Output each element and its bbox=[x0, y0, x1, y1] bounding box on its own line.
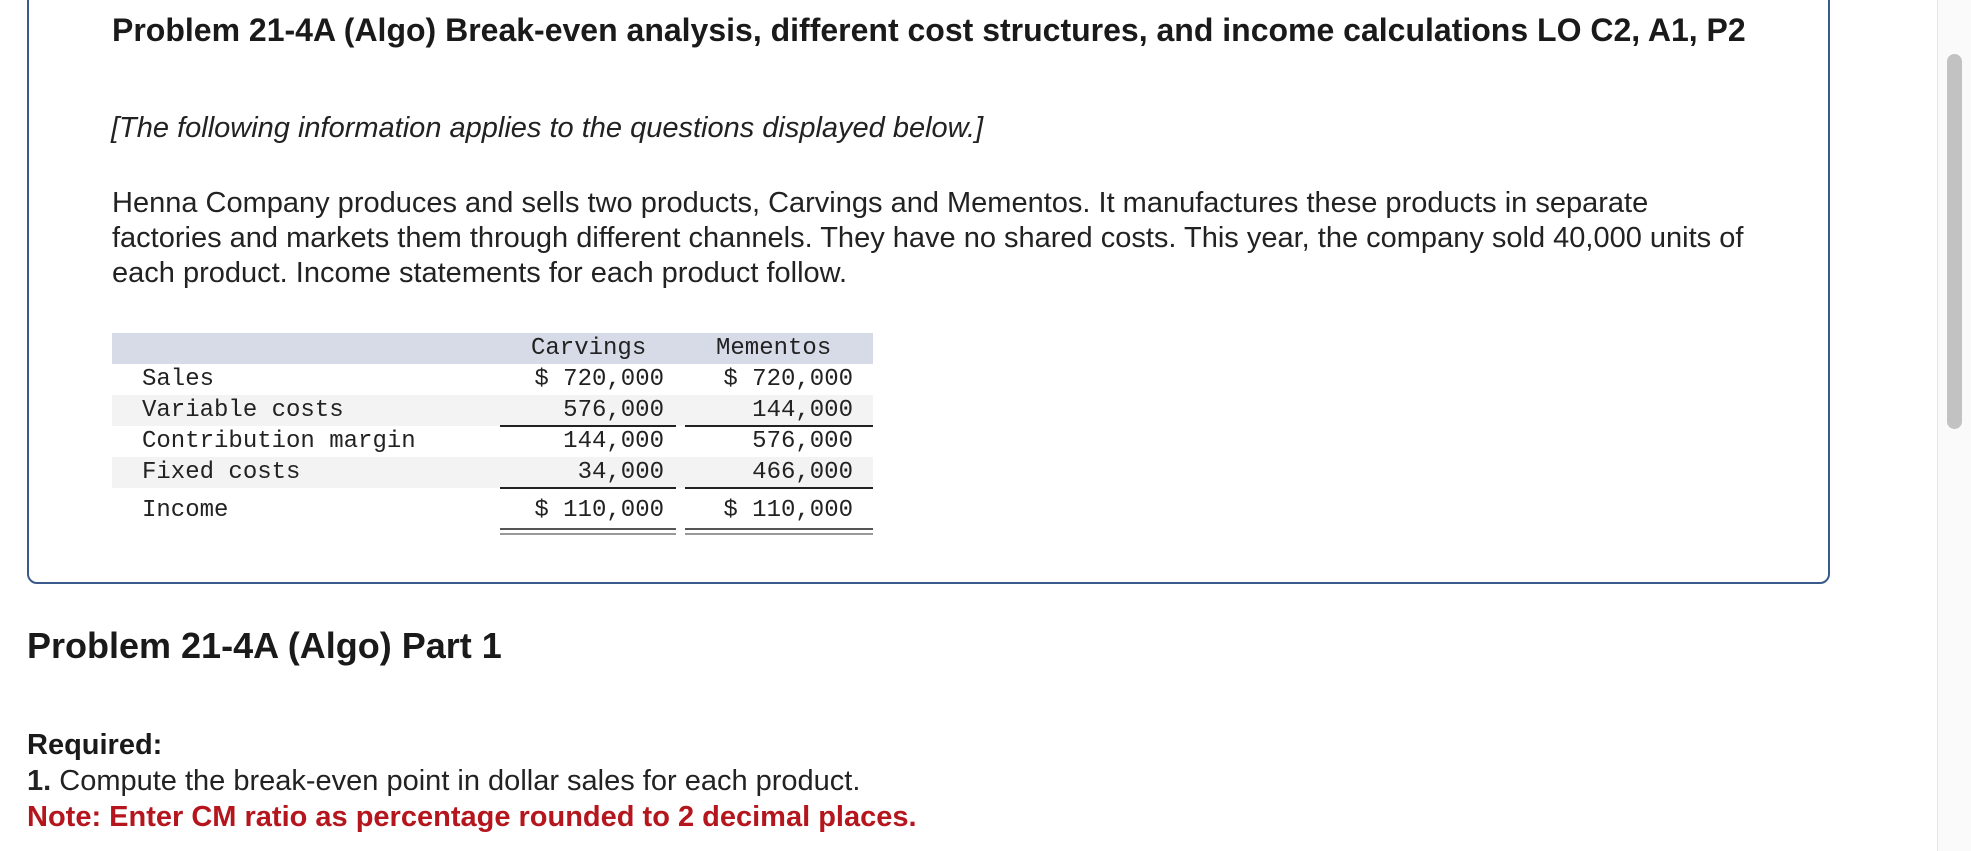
mementos-value: $ 110,000 bbox=[723, 497, 853, 524]
problem-intro: Henna Company produces and sells two products, Carvings and Mementos. It manufactures these products in separate factories and markets them through different channels. They have no shared costs. This year, the company sold 40,000 units of each product. Income statements for each product follow. bbox=[112, 187, 1744, 289]
carvings-value: 144,000 bbox=[563, 428, 664, 455]
carvings-value: 34,000 bbox=[577, 459, 664, 486]
table-row-income bbox=[112, 495, 873, 526]
double-rule-carvings bbox=[500, 528, 676, 535]
applies-note: [The following information applies to the questions displayed below.] bbox=[111, 112, 984, 144]
question-text bbox=[27, 765, 860, 798]
table-row-fixed-costs bbox=[112, 457, 873, 488]
question-number: 1. bbox=[27, 765, 52, 797]
column-header-carvings: Carvings bbox=[531, 335, 647, 362]
mementos-value: 466,000 bbox=[752, 459, 853, 486]
carvings-value: $ 110,000 bbox=[534, 497, 664, 524]
row-label: Income bbox=[142, 497, 229, 524]
table-row-sales bbox=[112, 364, 873, 395]
table-row-variable-costs bbox=[112, 395, 873, 426]
double-rule-mementos bbox=[685, 528, 873, 535]
mementos-value: 144,000 bbox=[752, 397, 853, 424]
rounding-note: Note: Enter CM ratio as percentage rounded to 2 decimal places. bbox=[27, 801, 917, 833]
part-title: Problem 21-4A (Algo) Part 1 bbox=[27, 625, 502, 666]
mementos-value: $ 720,000 bbox=[723, 366, 853, 393]
scrollbar-thumb[interactable] bbox=[1947, 54, 1962, 429]
mementos-value: 576,000 bbox=[752, 428, 853, 455]
total-rule-mementos bbox=[685, 487, 873, 489]
column-header-mementos: Mementos bbox=[716, 335, 832, 362]
table-row-contribution-margin bbox=[112, 426, 873, 457]
required-label: Required: bbox=[27, 729, 163, 761]
total-rule-carvings bbox=[500, 487, 676, 489]
question-body: Compute the break-even point in dollar sales for each product. bbox=[51, 765, 861, 797]
carvings-value: $ 720,000 bbox=[534, 366, 664, 393]
problem-title: Problem 21-4A (Algo) Break-even analysis, different cost structures, and income calculations LO C2, A1, P2 bbox=[112, 12, 1746, 48]
row-label: Fixed costs bbox=[142, 459, 301, 486]
carvings-value: 576,000 bbox=[563, 397, 664, 424]
row-label: Contribution margin bbox=[142, 428, 416, 455]
row-label: Sales bbox=[142, 366, 215, 393]
table-header bbox=[112, 333, 873, 364]
row-label: Variable costs bbox=[142, 397, 344, 424]
